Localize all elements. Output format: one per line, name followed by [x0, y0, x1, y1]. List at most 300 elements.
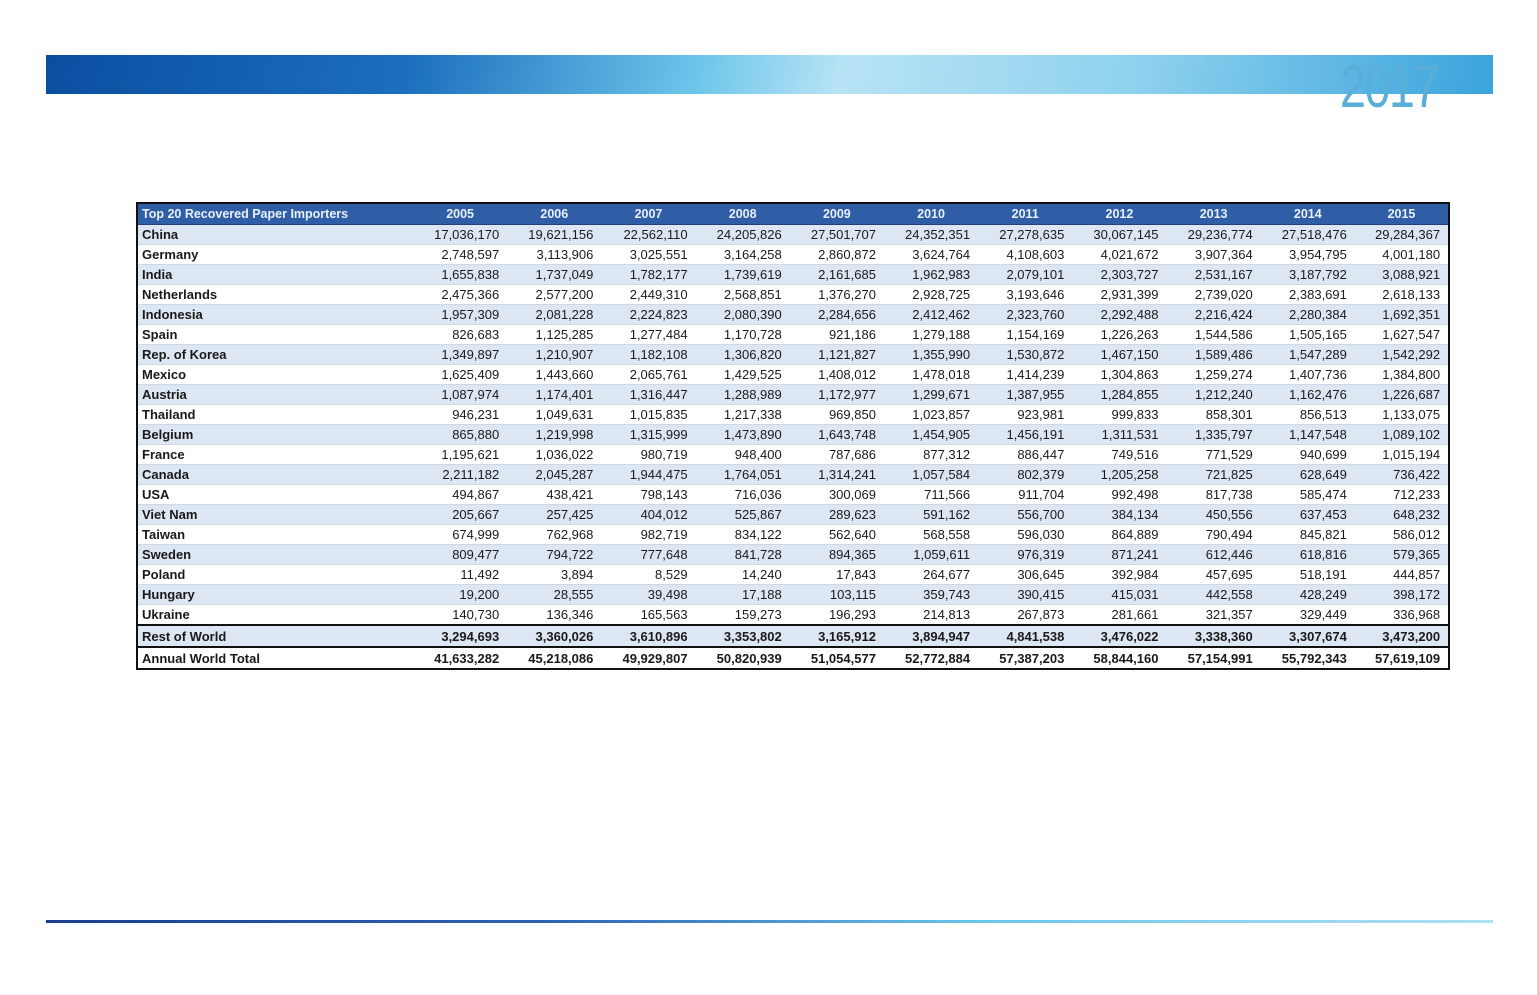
- import-value-cell: 442,558: [1167, 585, 1261, 605]
- recovered-paper-importers-table: [136, 202, 1450, 670]
- import-value-cell: 4,001,180: [1355, 245, 1449, 265]
- import-value-cell: 1,205,258: [1072, 465, 1166, 485]
- import-value-cell: 1,443,660: [507, 365, 601, 385]
- import-value-cell: 1,023,857: [884, 405, 978, 425]
- import-value-cell: 845,821: [1261, 525, 1355, 545]
- import-value-cell: 1,387,955: [978, 385, 1072, 405]
- import-value-cell: 1,174,401: [507, 385, 601, 405]
- import-value-cell: 3,165,912: [790, 625, 884, 647]
- import-value-cell: 865,880: [413, 425, 507, 445]
- country-name: Mexico: [137, 365, 413, 385]
- import-value-cell: 2,577,200: [507, 285, 601, 305]
- import-value-cell: 1,087,974: [413, 385, 507, 405]
- import-value-cell: 787,686: [790, 445, 884, 465]
- import-value-cell: 321,357: [1167, 605, 1261, 626]
- import-value-cell: 1,125,285: [507, 325, 601, 345]
- import-value-cell: 140,730: [413, 605, 507, 626]
- import-value-cell: 384,134: [1072, 505, 1166, 525]
- import-value-cell: 3,894,947: [884, 625, 978, 647]
- table-row: [137, 265, 1449, 285]
- import-value-cell: 940,699: [1261, 445, 1355, 465]
- import-value-cell: 794,722: [507, 545, 601, 565]
- import-value-cell: 762,968: [507, 525, 601, 545]
- import-value-cell: 834,122: [696, 525, 790, 545]
- import-value-cell: 1,739,619: [696, 265, 790, 285]
- import-value-cell: 1,429,525: [696, 365, 790, 385]
- import-value-cell: 1,170,728: [696, 325, 790, 345]
- country-name: Hungary: [137, 585, 413, 605]
- import-value-cell: 1,627,547: [1355, 325, 1449, 345]
- import-value-cell: 1,957,309: [413, 305, 507, 325]
- import-value-cell: 886,447: [978, 445, 1072, 465]
- import-value-cell: 948,400: [696, 445, 790, 465]
- import-value-cell: 1,737,049: [507, 265, 601, 285]
- rest-of-world-row: [137, 625, 1449, 647]
- import-value-cell: 3,954,795: [1261, 245, 1355, 265]
- import-value-cell: 494,867: [413, 485, 507, 505]
- import-value-cell: 1,195,621: [413, 445, 507, 465]
- import-value-cell: 1,219,998: [507, 425, 601, 445]
- import-value-cell: 392,984: [1072, 565, 1166, 585]
- import-value-cell: 858,301: [1167, 405, 1261, 425]
- country-name: Thailand: [137, 405, 413, 425]
- import-value-cell: 1,467,150: [1072, 345, 1166, 365]
- import-value-cell: 1,147,548: [1261, 425, 1355, 445]
- country-name: Taiwan: [137, 525, 413, 545]
- import-value-cell: 1,544,586: [1167, 325, 1261, 345]
- import-value-cell: 586,012: [1355, 525, 1449, 545]
- table-row: [137, 485, 1449, 505]
- import-value-cell: 1,259,274: [1167, 365, 1261, 385]
- import-value-cell: 1,473,890: [696, 425, 790, 445]
- import-value-cell: 923,981: [978, 405, 1072, 425]
- import-value-cell: 802,379: [978, 465, 1072, 485]
- country-name: Sweden: [137, 545, 413, 565]
- import-value-cell: 2,323,760: [978, 305, 1072, 325]
- country-name: China: [137, 225, 413, 245]
- import-value-cell: 24,205,826: [696, 225, 790, 245]
- import-value-cell: 3,025,551: [601, 245, 695, 265]
- import-value-cell: 790,494: [1167, 525, 1261, 545]
- table-row: [137, 545, 1449, 565]
- table-row: [137, 405, 1449, 425]
- import-value-cell: 1,154,169: [978, 325, 1072, 345]
- year-header: 2013: [1167, 203, 1261, 225]
- import-value-cell: 856,513: [1261, 405, 1355, 425]
- import-value-cell: 980,719: [601, 445, 695, 465]
- import-value-cell: 871,241: [1072, 545, 1166, 565]
- import-value-cell: 438,421: [507, 485, 601, 505]
- import-value-cell: 57,619,109: [1355, 647, 1449, 669]
- table-row: [137, 245, 1449, 265]
- import-value-cell: 14,240: [696, 565, 790, 585]
- import-value-cell: 992,498: [1072, 485, 1166, 505]
- import-value-cell: 579,365: [1355, 545, 1449, 565]
- import-value-cell: 4,021,672: [1072, 245, 1166, 265]
- import-value-cell: 205,667: [413, 505, 507, 525]
- import-value-cell: 711,566: [884, 485, 978, 505]
- table-row: [137, 425, 1449, 445]
- import-value-cell: 1,456,191: [978, 425, 1072, 445]
- import-value-cell: 2,284,656: [790, 305, 884, 325]
- import-value-cell: 267,873: [978, 605, 1072, 626]
- footer-divider: [46, 920, 1493, 923]
- import-value-cell: 1,625,409: [413, 365, 507, 385]
- import-value-cell: 1,210,907: [507, 345, 601, 365]
- import-value-cell: 24,352,351: [884, 225, 978, 245]
- table-title: Top 20 Recovered Paper Importers: [137, 203, 413, 225]
- import-value-cell: 1,962,983: [884, 265, 978, 285]
- import-value-cell: 1,349,897: [413, 345, 507, 365]
- import-value-cell: 1,299,671: [884, 385, 978, 405]
- import-value-cell: 2,079,101: [978, 265, 1072, 285]
- import-value-cell: 921,186: [790, 325, 884, 345]
- import-value-cell: 3,193,646: [978, 285, 1072, 305]
- import-value-cell: 1,355,990: [884, 345, 978, 365]
- import-value-cell: 1,304,863: [1072, 365, 1166, 385]
- import-value-cell: 336,968: [1355, 605, 1449, 626]
- import-value-cell: 3,907,364: [1167, 245, 1261, 265]
- import-value-cell: 946,231: [413, 405, 507, 425]
- country-name: France: [137, 445, 413, 465]
- import-value-cell: 57,387,203: [978, 647, 1072, 669]
- import-value-cell: 136,346: [507, 605, 601, 626]
- import-value-cell: 3,360,026: [507, 625, 601, 647]
- import-value-cell: 2,531,167: [1167, 265, 1261, 285]
- year-header: 2005: [413, 203, 507, 225]
- import-value-cell: 415,031: [1072, 585, 1166, 605]
- import-value-cell: 1,288,989: [696, 385, 790, 405]
- import-value-cell: 618,816: [1261, 545, 1355, 565]
- import-value-cell: 306,645: [978, 565, 1072, 585]
- country-name: Austria: [137, 385, 413, 405]
- import-value-cell: 103,115: [790, 585, 884, 605]
- import-value-cell: 2,412,462: [884, 305, 978, 325]
- import-value-cell: 1,121,827: [790, 345, 884, 365]
- import-value-cell: 1,226,263: [1072, 325, 1166, 345]
- import-value-cell: 3,113,906: [507, 245, 601, 265]
- year-header: 2007: [601, 203, 695, 225]
- import-value-cell: 3,610,896: [601, 625, 695, 647]
- import-value-cell: 50,820,939: [696, 647, 790, 669]
- import-value-cell: 8,529: [601, 565, 695, 585]
- import-value-cell: 809,477: [413, 545, 507, 565]
- import-value-cell: 2,045,287: [507, 465, 601, 485]
- import-value-cell: 2,449,310: [601, 285, 695, 305]
- import-value-cell: 29,236,774: [1167, 225, 1261, 245]
- import-value-cell: 612,446: [1167, 545, 1261, 565]
- import-value-cell: 1,335,797: [1167, 425, 1261, 445]
- import-value-cell: 2,383,691: [1261, 285, 1355, 305]
- import-value-cell: 1,182,108: [601, 345, 695, 365]
- import-value-cell: 568,558: [884, 525, 978, 545]
- import-value-cell: 864,889: [1072, 525, 1166, 545]
- import-value-cell: 2,739,020: [1167, 285, 1261, 305]
- import-value-cell: 596,030: [978, 525, 1072, 545]
- import-value-cell: 390,415: [978, 585, 1072, 605]
- import-value-cell: 2,928,725: [884, 285, 978, 305]
- import-value-cell: 159,273: [696, 605, 790, 626]
- import-value-cell: 404,012: [601, 505, 695, 525]
- import-value-cell: 716,036: [696, 485, 790, 505]
- import-value-cell: 3,473,200: [1355, 625, 1449, 647]
- country-name: Belgium: [137, 425, 413, 445]
- import-value-cell: 1,133,075: [1355, 405, 1449, 425]
- import-value-cell: 444,857: [1355, 565, 1449, 585]
- import-value-cell: 29,284,367: [1355, 225, 1449, 245]
- table-row: [137, 285, 1449, 305]
- import-value-cell: 27,278,635: [978, 225, 1072, 245]
- import-value-cell: 1,316,447: [601, 385, 695, 405]
- country-name: Spain: [137, 325, 413, 345]
- year-header: 2011: [978, 203, 1072, 225]
- import-value-cell: 2,931,399: [1072, 285, 1166, 305]
- table-row: [137, 385, 1449, 405]
- import-value-cell: 49,929,807: [601, 647, 695, 669]
- import-value-cell: 2,224,823: [601, 305, 695, 325]
- import-value-cell: 2,161,685: [790, 265, 884, 285]
- import-value-cell: 165,563: [601, 605, 695, 626]
- import-value-cell: 999,833: [1072, 405, 1166, 425]
- import-value-cell: 17,188: [696, 585, 790, 605]
- import-value-cell: 1,542,292: [1355, 345, 1449, 365]
- import-value-cell: 1,643,748: [790, 425, 884, 445]
- import-value-cell: 1,277,484: [601, 325, 695, 345]
- table-row: [137, 325, 1449, 345]
- import-value-cell: 1,284,855: [1072, 385, 1166, 405]
- import-value-cell: 3,476,022: [1072, 625, 1166, 647]
- import-value-cell: 525,867: [696, 505, 790, 525]
- import-value-cell: 264,677: [884, 565, 978, 585]
- import-value-cell: 3,894: [507, 565, 601, 585]
- import-value-cell: 518,191: [1261, 565, 1355, 585]
- import-value-cell: 1,059,611: [884, 545, 978, 565]
- import-value-cell: 329,449: [1261, 605, 1355, 626]
- import-value-cell: 841,728: [696, 545, 790, 565]
- country-name: Rest of World: [137, 625, 413, 647]
- year-header: 2008: [696, 203, 790, 225]
- import-value-cell: 450,556: [1167, 505, 1261, 525]
- import-value-cell: 2,618,133: [1355, 285, 1449, 305]
- import-value-cell: 3,088,921: [1355, 265, 1449, 285]
- import-value-cell: 817,738: [1167, 485, 1261, 505]
- country-name: India: [137, 265, 413, 285]
- import-value-cell: 1,589,486: [1167, 345, 1261, 365]
- import-value-cell: 1,036,022: [507, 445, 601, 465]
- year-label: 2017: [1340, 53, 1438, 120]
- import-value-cell: 771,529: [1167, 445, 1261, 465]
- import-value-cell: 1,692,351: [1355, 305, 1449, 325]
- country-name: Germany: [137, 245, 413, 265]
- import-value-cell: 1,172,977: [790, 385, 884, 405]
- import-value-cell: 457,695: [1167, 565, 1261, 585]
- import-value-cell: 17,843: [790, 565, 884, 585]
- import-value-cell: 1,530,872: [978, 345, 1072, 365]
- import-value-cell: 19,200: [413, 585, 507, 605]
- import-value-cell: 2,568,851: [696, 285, 790, 305]
- import-value-cell: 1,217,338: [696, 405, 790, 425]
- import-value-cell: 398,172: [1355, 585, 1449, 605]
- year-header: 2010: [884, 203, 978, 225]
- import-value-cell: 52,772,884: [884, 647, 978, 669]
- import-value-cell: 1,015,194: [1355, 445, 1449, 465]
- import-value-cell: 22,562,110: [601, 225, 695, 245]
- country-name: Ukraine: [137, 605, 413, 626]
- import-value-cell: 1,279,188: [884, 325, 978, 345]
- import-value-cell: 17,036,170: [413, 225, 507, 245]
- import-value-cell: 51,054,577: [790, 647, 884, 669]
- import-value-cell: 1,162,476: [1261, 385, 1355, 405]
- import-value-cell: 1,384,800: [1355, 365, 1449, 385]
- import-value-cell: 2,216,424: [1167, 305, 1261, 325]
- import-value-cell: 1,315,999: [601, 425, 695, 445]
- import-value-cell: 428,249: [1261, 585, 1355, 605]
- import-value-cell: 648,232: [1355, 505, 1449, 525]
- import-value-cell: 2,303,727: [1072, 265, 1166, 285]
- import-value-cell: 2,860,872: [790, 245, 884, 265]
- year-header: 2015: [1355, 203, 1449, 225]
- country-name: USA: [137, 485, 413, 505]
- import-value-cell: 58,844,160: [1072, 647, 1166, 669]
- table-row: [137, 505, 1449, 525]
- import-value-cell: 982,719: [601, 525, 695, 545]
- import-value-cell: 27,518,476: [1261, 225, 1355, 245]
- import-value-cell: 911,704: [978, 485, 1072, 505]
- import-value-cell: 3,164,258: [696, 245, 790, 265]
- import-value-cell: 55,792,343: [1261, 647, 1355, 669]
- table-row: [137, 465, 1449, 485]
- import-value-cell: 2,080,390: [696, 305, 790, 325]
- import-value-cell: 28,555: [507, 585, 601, 605]
- import-value-cell: 712,233: [1355, 485, 1449, 505]
- import-value-cell: 3,353,802: [696, 625, 790, 647]
- import-value-cell: 1,212,240: [1167, 385, 1261, 405]
- import-value-cell: 2,211,182: [413, 465, 507, 485]
- import-value-cell: 1,306,820: [696, 345, 790, 365]
- import-value-cell: 214,813: [884, 605, 978, 626]
- year-header: 2014: [1261, 203, 1355, 225]
- import-value-cell: 1,057,584: [884, 465, 978, 485]
- country-name: Rep. of Korea: [137, 345, 413, 365]
- import-value-cell: 281,661: [1072, 605, 1166, 626]
- import-value-cell: 1,782,177: [601, 265, 695, 285]
- table-row: [137, 605, 1449, 626]
- import-value-cell: 3,624,764: [884, 245, 978, 265]
- import-value-cell: 1,049,631: [507, 405, 601, 425]
- country-name: Annual World Total: [137, 647, 413, 669]
- import-value-cell: 11,492: [413, 565, 507, 585]
- import-value-cell: 2,475,366: [413, 285, 507, 305]
- header-banner: [46, 55, 1493, 94]
- import-value-cell: 591,162: [884, 505, 978, 525]
- table-header-row: [137, 203, 1449, 225]
- import-value-cell: 2,748,597: [413, 245, 507, 265]
- import-value-cell: 1,547,289: [1261, 345, 1355, 365]
- import-value-cell: 41,633,282: [413, 647, 507, 669]
- import-value-cell: 798,143: [601, 485, 695, 505]
- import-value-cell: 27,501,707: [790, 225, 884, 245]
- import-value-cell: 2,065,761: [601, 365, 695, 385]
- import-value-cell: 826,683: [413, 325, 507, 345]
- import-value-cell: 1,314,241: [790, 465, 884, 485]
- year-header: 2012: [1072, 203, 1166, 225]
- import-value-cell: 196,293: [790, 605, 884, 626]
- import-value-cell: 359,743: [884, 585, 978, 605]
- import-value-cell: 1,505,165: [1261, 325, 1355, 345]
- table-row: [137, 365, 1449, 385]
- import-value-cell: 3,187,792: [1261, 265, 1355, 285]
- country-name: Canada: [137, 465, 413, 485]
- import-value-cell: 3,294,693: [413, 625, 507, 647]
- import-value-cell: 721,825: [1167, 465, 1261, 485]
- year-header: 2006: [507, 203, 601, 225]
- import-value-cell: 3,307,674: [1261, 625, 1355, 647]
- import-value-cell: 749,516: [1072, 445, 1166, 465]
- import-value-cell: 30,067,145: [1072, 225, 1166, 245]
- import-value-cell: 4,108,603: [978, 245, 1072, 265]
- import-value-cell: 2,081,228: [507, 305, 601, 325]
- import-value-cell: 2,280,384: [1261, 305, 1355, 325]
- table-row: [137, 305, 1449, 325]
- table-row: [137, 345, 1449, 365]
- import-value-cell: 19,621,156: [507, 225, 601, 245]
- import-value-cell: 1,407,736: [1261, 365, 1355, 385]
- import-value-cell: 1,226,687: [1355, 385, 1449, 405]
- import-value-cell: 1,089,102: [1355, 425, 1449, 445]
- import-value-cell: 57,154,991: [1167, 647, 1261, 669]
- import-value-cell: 1,655,838: [413, 265, 507, 285]
- import-value-cell: 562,640: [790, 525, 884, 545]
- import-value-cell: 3,338,360: [1167, 625, 1261, 647]
- import-value-cell: 300,069: [790, 485, 884, 505]
- annual-total-row: [137, 647, 1449, 669]
- import-value-cell: 674,999: [413, 525, 507, 545]
- table-row: [137, 585, 1449, 605]
- import-value-cell: 1,311,531: [1072, 425, 1166, 445]
- country-name: Viet Nam: [137, 505, 413, 525]
- import-value-cell: 1,478,018: [884, 365, 978, 385]
- table-row: [137, 445, 1449, 465]
- import-value-cell: 1,376,270: [790, 285, 884, 305]
- import-value-cell: 289,623: [790, 505, 884, 525]
- import-value-cell: 1,408,012: [790, 365, 884, 385]
- country-name: Poland: [137, 565, 413, 585]
- import-value-cell: 1,764,051: [696, 465, 790, 485]
- country-name: Indonesia: [137, 305, 413, 325]
- import-value-cell: 2,292,488: [1072, 305, 1166, 325]
- table-row: [137, 225, 1449, 245]
- import-value-cell: 1,015,835: [601, 405, 695, 425]
- table-row: [137, 565, 1449, 585]
- import-value-cell: 976,319: [978, 545, 1072, 565]
- import-value-cell: 969,850: [790, 405, 884, 425]
- import-value-cell: 894,365: [790, 545, 884, 565]
- import-value-cell: 45,218,086: [507, 647, 601, 669]
- import-value-cell: 1,454,905: [884, 425, 978, 445]
- country-name: Netherlands: [137, 285, 413, 305]
- import-value-cell: 736,422: [1355, 465, 1449, 485]
- import-value-cell: 257,425: [507, 505, 601, 525]
- table-row: [137, 525, 1449, 545]
- import-value-cell: 628,649: [1261, 465, 1355, 485]
- import-value-cell: 4,841,538: [978, 625, 1072, 647]
- import-value-cell: 637,453: [1261, 505, 1355, 525]
- year-header: 2009: [790, 203, 884, 225]
- import-value-cell: 777,648: [601, 545, 695, 565]
- import-value-cell: 877,312: [884, 445, 978, 465]
- import-value-cell: 1,944,475: [601, 465, 695, 485]
- import-value-cell: 39,498: [601, 585, 695, 605]
